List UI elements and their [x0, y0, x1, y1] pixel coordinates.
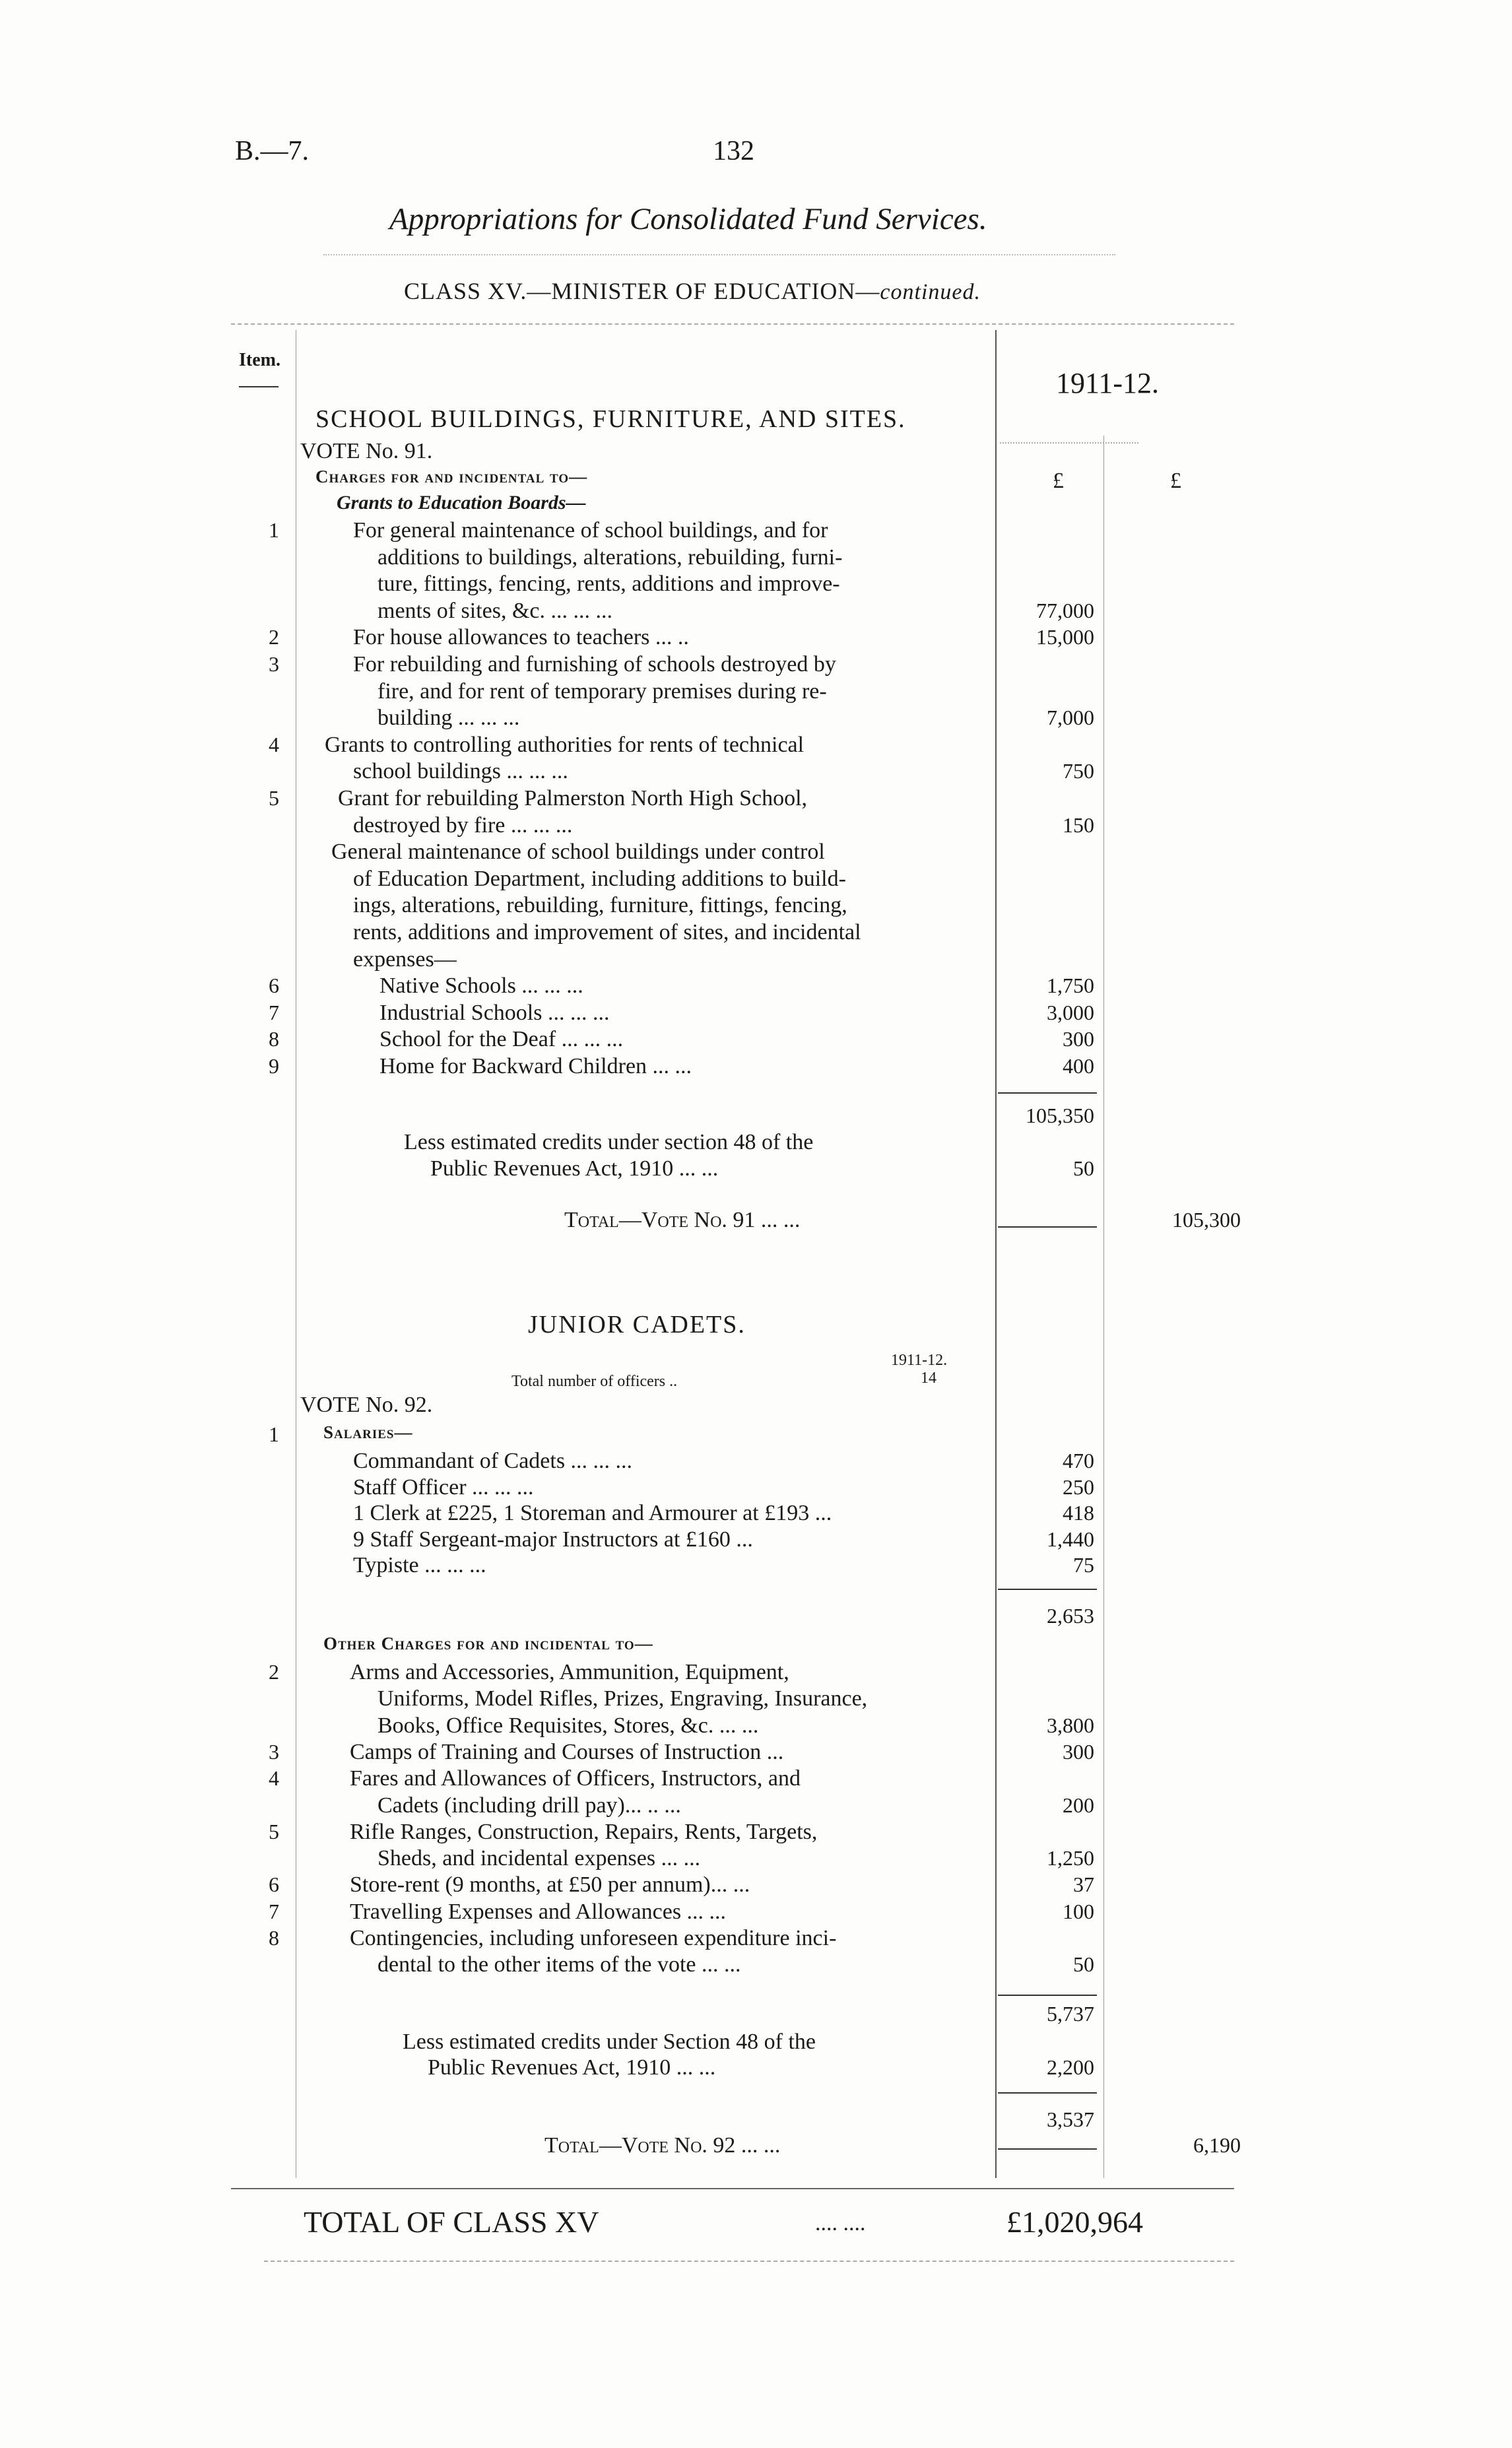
officers-count: 14 [921, 1370, 937, 1387]
line-text: building ... ... ... [378, 706, 520, 731]
item-number: 9 [269, 1054, 279, 1078]
line-amount: 470 [1063, 1449, 1094, 1472]
item-number: 8 [269, 1926, 279, 1950]
line-text: For house allowances to teachers ... .. [353, 625, 689, 650]
line-amount: 3,000 [1047, 1000, 1094, 1024]
line-amount: 300 [1063, 1027, 1094, 1051]
line-text: Contingencies, including unforeseen expenditure inci- [350, 1926, 837, 1950]
item-number: 2 [269, 625, 279, 649]
line-amount: 77,000 [1036, 598, 1094, 622]
document-reference: B.—7. [235, 136, 310, 166]
line-text: 1 Clerk at £225, 1 Storeman and Armourer at £193 ... [353, 1501, 832, 1525]
vote-91-total-rule [998, 1226, 1097, 1228]
vote-92-subtotal-rule [998, 1995, 1097, 1996]
line-amount: 300 [1063, 1739, 1094, 1764]
officers-label: Total number of officers .. [511, 1373, 678, 1390]
line-text: rents, additions and improvement of sites, and incidental [353, 920, 861, 944]
line-amount: 15,000 [1036, 625, 1094, 649]
line-amount: 750 [1063, 759, 1094, 783]
officers-year: 1911-12. [891, 1352, 948, 1369]
line-text: fire, and for rent of temporary premises during re- [378, 678, 827, 704]
line-amount: 3,800 [1047, 1713, 1094, 1737]
grand-total-leaders: .... .... [815, 2211, 866, 2235]
vote-92-label: VOTE No. 92. [300, 1393, 433, 1417]
line-text: Fares and Allowances of Officers, Instructors, and [350, 1766, 801, 1791]
salary-total: 2,653 [1047, 1604, 1094, 1628]
line-text: school buildings ... ... ... [353, 759, 568, 784]
line-text: Camps of Training and Courses of Instruction ... [350, 1739, 784, 1764]
vote-92-total-amount: 6,190 [1193, 2133, 1241, 2157]
line-amount: 1,440 [1047, 1527, 1094, 1551]
item-number: 1 [269, 518, 279, 542]
class-heading: CLASS XV.—MINISTER OF EDUCATION—continued. [404, 278, 981, 304]
line-text: 9 Staff Sergeant-major Instructors at £160 ... [353, 1527, 753, 1552]
other-charges-heading: Other Charges for and incidental to— [323, 1634, 653, 1653]
line-text: dental to the other items of the vote ... ... [378, 1952, 741, 1977]
item-number: 8 [269, 1027, 279, 1051]
line-amount: 150 [1063, 812, 1094, 837]
item-number: 6 [269, 1872, 279, 1897]
line-text: Grant for rebuilding Palmerston North High School, [338, 786, 808, 810]
title-rule [323, 254, 1115, 255]
salary-total-rule [998, 1589, 1097, 1590]
item-number: 7 [269, 1000, 279, 1024]
line-text: Books, Office Requisites, Stores, &c. ... ... [378, 1713, 759, 1738]
vote-91-subtotal: 105,350 [1026, 1104, 1094, 1127]
vote-92-less-credits-amount: 2,200 [1047, 2055, 1094, 2079]
item-number: 1 [269, 1422, 279, 1446]
grand-total-bottom-rule [264, 2261, 1234, 2262]
vote-91-total-label: Total—Vote No. 91 ... ... [564, 1208, 801, 1232]
vote-91-total-amount: 105,300 [1172, 1208, 1241, 1232]
line-text: Grants to controlling authorities for rents of technical [325, 732, 805, 757]
line-amount: 50 [1073, 1952, 1094, 1977]
line-text: ings, alterations, rebuilding, furniture, fittings, fencing, [353, 893, 847, 918]
vote-92-less-credits-line-1: Less estimated credits under Section 48 of the [403, 2030, 816, 2054]
vote-92-total-label: Total—Vote No. 92 ... ... [544, 2133, 781, 2158]
vote-92-net-rule [998, 2092, 1097, 2094]
line-text: Typiste ... ... ... [353, 1553, 486, 1577]
grand-total-amount: £1,020,964 [1006, 2205, 1143, 2239]
line-amount: 37 [1073, 1872, 1094, 1897]
item-number: 5 [269, 786, 279, 810]
vote-91-less-credits-line-1: Less estimated credits under section 48 of the [404, 1130, 814, 1154]
pound-sign-column-2: £ [1170, 469, 1181, 493]
vote-91-label: VOTE No. 91. [300, 439, 433, 463]
item-number: 6 [269, 974, 279, 998]
vote-91-less-credits-amount: 50 [1073, 1156, 1094, 1180]
line-amount: 200 [1063, 1793, 1094, 1817]
line-text: General maintenance of school buildings under control [331, 840, 825, 865]
item-number: 5 [269, 1819, 279, 1843]
line-text: ments of sites, &c. ... ... ... [378, 598, 613, 623]
item-number: 4 [269, 1766, 279, 1791]
amount-column-divider-middle [1103, 436, 1104, 2178]
vote-91-less-credits-line-2: Public Revenues Act, 1910 ... ... [430, 1156, 719, 1181]
item-number: 3 [269, 652, 279, 676]
line-amount: 250 [1063, 1474, 1094, 1499]
item-number: 7 [269, 1899, 279, 1923]
vote-92-subtotal: 5,737 [1047, 2002, 1094, 2026]
line-text: Sheds, and incidental expenses ... ... [378, 1846, 701, 1871]
line-text: Uniforms, Model Rifles, Prizes, Engraving, Insurance, [378, 1686, 868, 1711]
line-amount: 100 [1063, 1899, 1094, 1923]
line-amount: 400 [1063, 1054, 1094, 1078]
vote-92-net: 3,537 [1047, 2107, 1094, 2131]
line-text: Home for Backward Children ... ... [379, 1054, 692, 1078]
item-column-header: Item. [239, 350, 280, 370]
page-title: Appropriations for Consolidated Fund Services. [389, 202, 987, 236]
line-text: expenses— [353, 946, 457, 972]
page-number: 132 [713, 136, 754, 166]
item-number: 2 [269, 1660, 279, 1684]
pound-sign-column-1: £ [1053, 469, 1064, 493]
vote-91-subtotal-rule [998, 1092, 1097, 1094]
line-amount: 418 [1063, 1501, 1094, 1525]
line-text: Store-rent (9 months, at £50 per annum)... ... [350, 1872, 750, 1898]
line-text: destroyed by fire ... ... ... [353, 812, 573, 838]
vote-91-heading: SCHOOL BUILDINGS, FURNITURE, AND SITES. [315, 405, 906, 433]
line-amount: 7,000 [1047, 706, 1094, 730]
vote-91-charges-heading: Charges for and incidental to— [315, 467, 588, 486]
line-text: Native Schools ... ... ... [379, 974, 583, 999]
vote-91-grants-heading: Grants to Education Boards— [337, 492, 586, 513]
grand-total-label: TOTAL OF CLASS XV [304, 2205, 599, 2239]
line-text: For rebuilding and furnishing of schools destroyed by [353, 652, 836, 677]
line-text: Rifle Ranges, Construction, Repairs, Rents, Targets, [350, 1819, 818, 1844]
line-amount: 75 [1073, 1553, 1094, 1577]
item-number: 4 [269, 732, 279, 756]
line-text: additions to buildings, alterations, rebuilding, furni- [378, 545, 843, 570]
table-top-rule [231, 323, 1234, 325]
line-text: Commandant of Cadets ... ... ... [353, 1449, 633, 1473]
year-column-header: 1911-12. [1056, 367, 1160, 399]
line-text: Travelling Expenses and Allowances ... ... [350, 1899, 727, 1924]
line-text: Cadets (including drill pay)... .. ... [378, 1793, 681, 1818]
line-text: Staff Officer ... ... ... [353, 1474, 534, 1500]
line-text: Arms and Accessories, Ammunition, Equipment, [350, 1660, 789, 1684]
line-text: Industrial Schools ... ... ... [379, 1000, 610, 1025]
line-text: ture, fittings, fencing, rents, additions and improve- [378, 572, 840, 597]
line-text: of Education Department, including additions to build- [353, 866, 846, 891]
grand-total-top-rule [231, 2188, 1234, 2189]
item-number: 3 [269, 1739, 279, 1764]
line-amount: 1,250 [1047, 1846, 1094, 1870]
vote-92-heading: JUNIOR CADETS. [528, 1311, 746, 1339]
line-text: For general maintenance of school buildings, and for [353, 518, 828, 543]
vote-92-total-rule [998, 2148, 1097, 2150]
year-header-rule [1000, 442, 1138, 444]
vote-92-less-credits-line-2: Public Revenues Act, 1910 ... ... [428, 2055, 716, 2080]
line-text: School for the Deaf ... ... ... [379, 1027, 624, 1052]
line-amount: 1,750 [1047, 974, 1094, 998]
salaries-heading: Salaries— [323, 1422, 413, 1442]
item-header-underline [239, 386, 279, 387]
